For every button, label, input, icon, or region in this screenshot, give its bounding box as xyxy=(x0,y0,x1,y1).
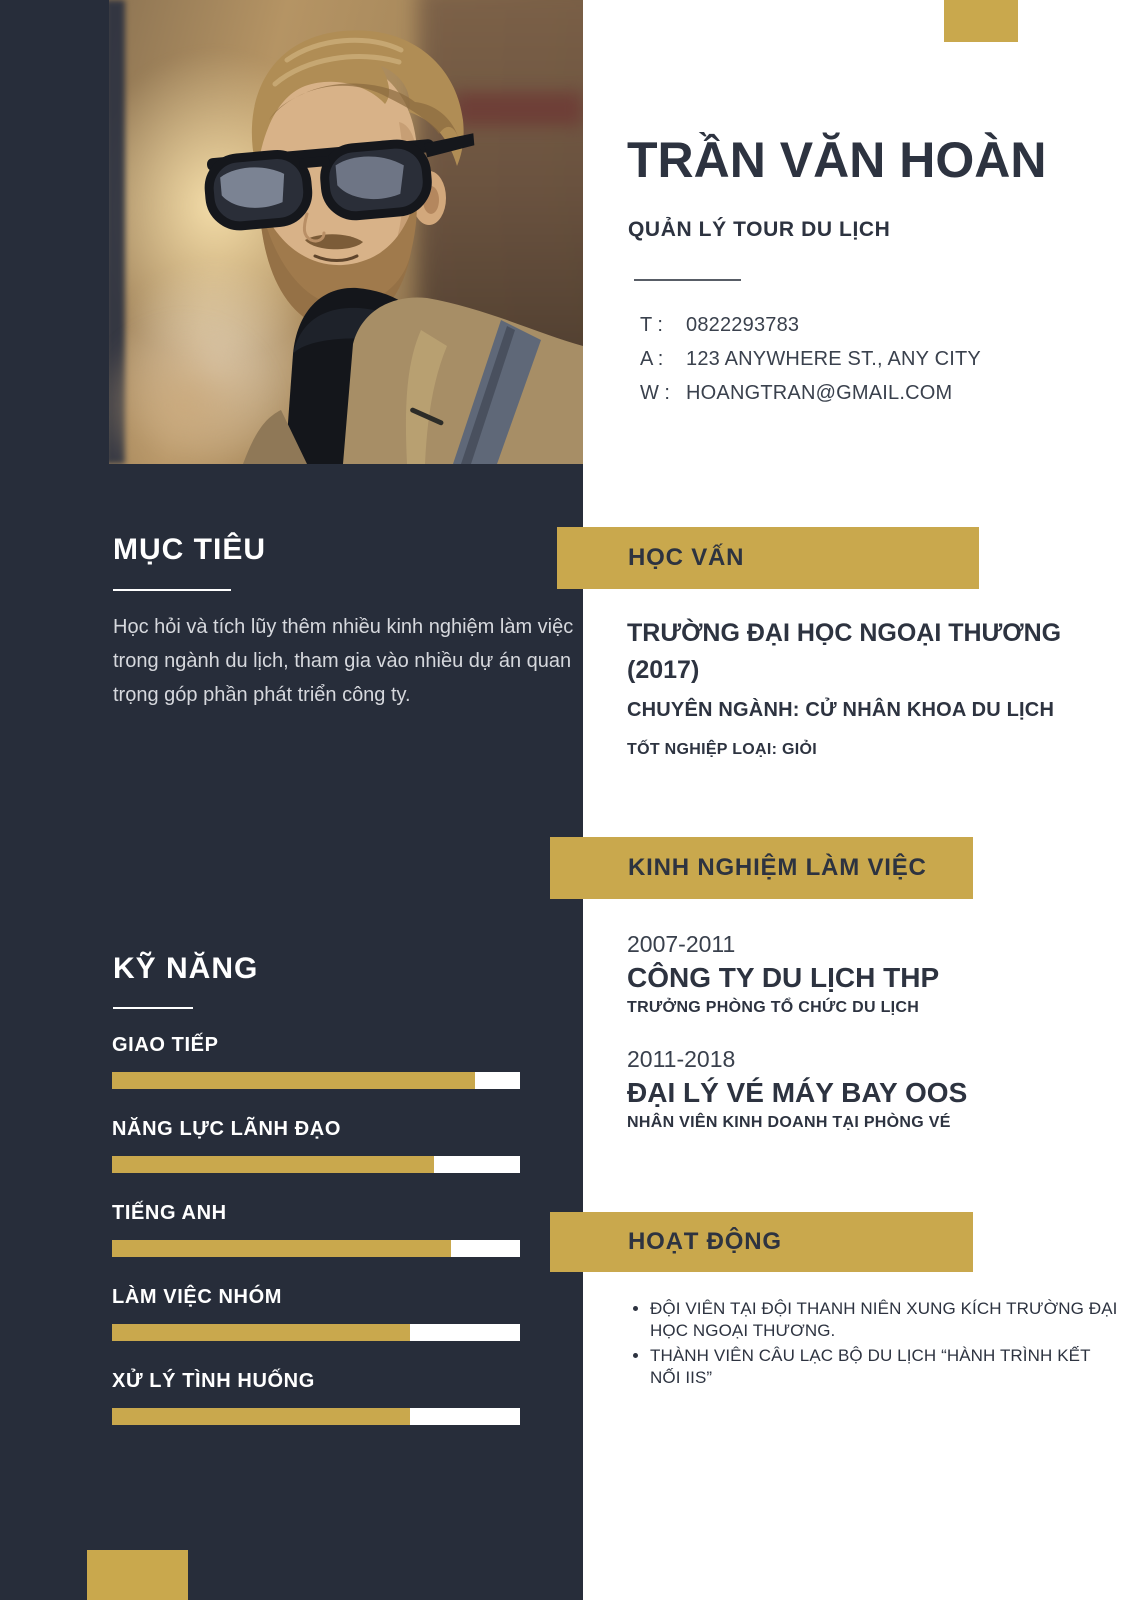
education-school: TRƯỜNG ĐẠI HỌC NGOẠI THƯƠNG (2017) xyxy=(627,619,1062,684)
experience-period: 2007-2011 xyxy=(627,931,736,957)
portrait-illustration xyxy=(109,0,583,464)
experience-company: CÔNG TY DU LỊCH THP xyxy=(627,962,940,993)
skill-label: NĂNG LỰC LÃNH ĐẠO xyxy=(112,1118,341,1140)
contact-label: T : xyxy=(640,313,663,336)
contact-row xyxy=(640,342,981,376)
skills-divider xyxy=(113,1007,193,1009)
activity-item: • ĐỘI VIÊN TẠI ĐỘI THANH NIÊN XUNG KÍCH TRƯỜNG ĐẠI HỌC NGOẠI THƯƠNG. xyxy=(650,1298,1118,1342)
education-major: CHUYÊN NGÀNH: CỬ NHÂN KHOA DU LỊCH xyxy=(627,699,1055,721)
experience-company: ĐẠI LÝ VÉ MÁY BAY OOS xyxy=(627,1077,968,1108)
person-job-title: QUẢN LÝ TOUR DU LỊCH xyxy=(628,218,891,241)
skill-bar-track xyxy=(112,1072,520,1089)
experience-role: NHÂN VIÊN KINH DOANH TẠI PHÒNG VÉ xyxy=(627,1114,951,1131)
skill-bar-track xyxy=(112,1240,520,1257)
skill-label: GIAO TIẾP xyxy=(112,1034,219,1056)
contact-row xyxy=(640,308,981,342)
experience-banner xyxy=(550,837,973,899)
skill-bar-fill xyxy=(112,1072,475,1089)
skill-item xyxy=(112,1034,520,1089)
skill-bar-track xyxy=(112,1408,520,1425)
skill-bar-fill xyxy=(112,1408,410,1425)
header-divider xyxy=(634,279,741,281)
contact-value: 123 ANYWHERE ST., ANY CITY xyxy=(686,347,981,370)
contact-row xyxy=(640,376,981,410)
skill-item xyxy=(112,1118,520,1173)
education-grade: TỐT NGHIỆP LOẠI: GIỎI xyxy=(627,741,818,758)
objective-heading: MỤC TIÊU xyxy=(113,533,266,566)
objective-body: Học hỏi và tích lũy thêm nhiều kinh nghiệm làm việc trong ngành du lịch, tham gia vào nhiều dự án quan trọng góp phần phát triển công ty. xyxy=(113,616,574,706)
contact-list xyxy=(640,308,981,410)
skill-item xyxy=(112,1370,520,1425)
activities-heading: HOẠT ĐỘNG xyxy=(628,1228,782,1255)
skill-bar-fill xyxy=(112,1324,410,1341)
profile-photo xyxy=(109,0,583,464)
experience-item xyxy=(627,1046,1117,1132)
skills-heading: KỸ NĂNG xyxy=(113,952,259,985)
objective-divider xyxy=(113,589,231,591)
activities-list xyxy=(630,1298,1118,1392)
experience-item xyxy=(627,931,1117,1017)
skill-bar-track xyxy=(112,1324,520,1341)
skill-bar-fill xyxy=(112,1240,451,1257)
gold-accent-square-bottom xyxy=(87,1550,188,1600)
experience-heading: KINH NGHIỆM LÀM VIỆC xyxy=(628,854,927,881)
skill-label: XỬ LÝ TÌNH HUỐNG xyxy=(112,1370,315,1392)
gold-accent-square-top xyxy=(944,0,1018,42)
skill-item xyxy=(112,1286,520,1341)
skill-bar-track xyxy=(112,1156,520,1173)
contact-value: 0822293783 xyxy=(686,313,800,336)
experience-period: 2011-2018 xyxy=(627,1046,736,1072)
education-banner xyxy=(557,527,979,589)
contact-label: A : xyxy=(640,347,664,370)
experience-role: TRƯỞNG PHÒNG TỔ CHỨC DU LỊCH xyxy=(627,999,920,1016)
skill-item xyxy=(112,1202,520,1257)
skills-list xyxy=(112,1034,520,1454)
education-heading: HỌC VẤN xyxy=(628,544,745,571)
activities-banner xyxy=(550,1212,973,1272)
skill-bar-fill xyxy=(112,1156,434,1173)
skill-label: TIẾNG ANH xyxy=(112,1202,227,1224)
contact-label: W : xyxy=(640,381,670,404)
skill-label: LÀM VIỆC NHÓM xyxy=(112,1286,283,1308)
contact-value: HOANGTRAN@GMAIL.COM xyxy=(686,381,953,404)
person-name: TRẦN VĂN HOÀN xyxy=(627,132,1047,188)
experience-list xyxy=(627,931,1117,1161)
activity-item: • THÀNH VIÊN CÂU LẠC BỘ DU LỊCH “HÀNH TRÌNH KẾT NỐI IIS” xyxy=(650,1345,1118,1389)
